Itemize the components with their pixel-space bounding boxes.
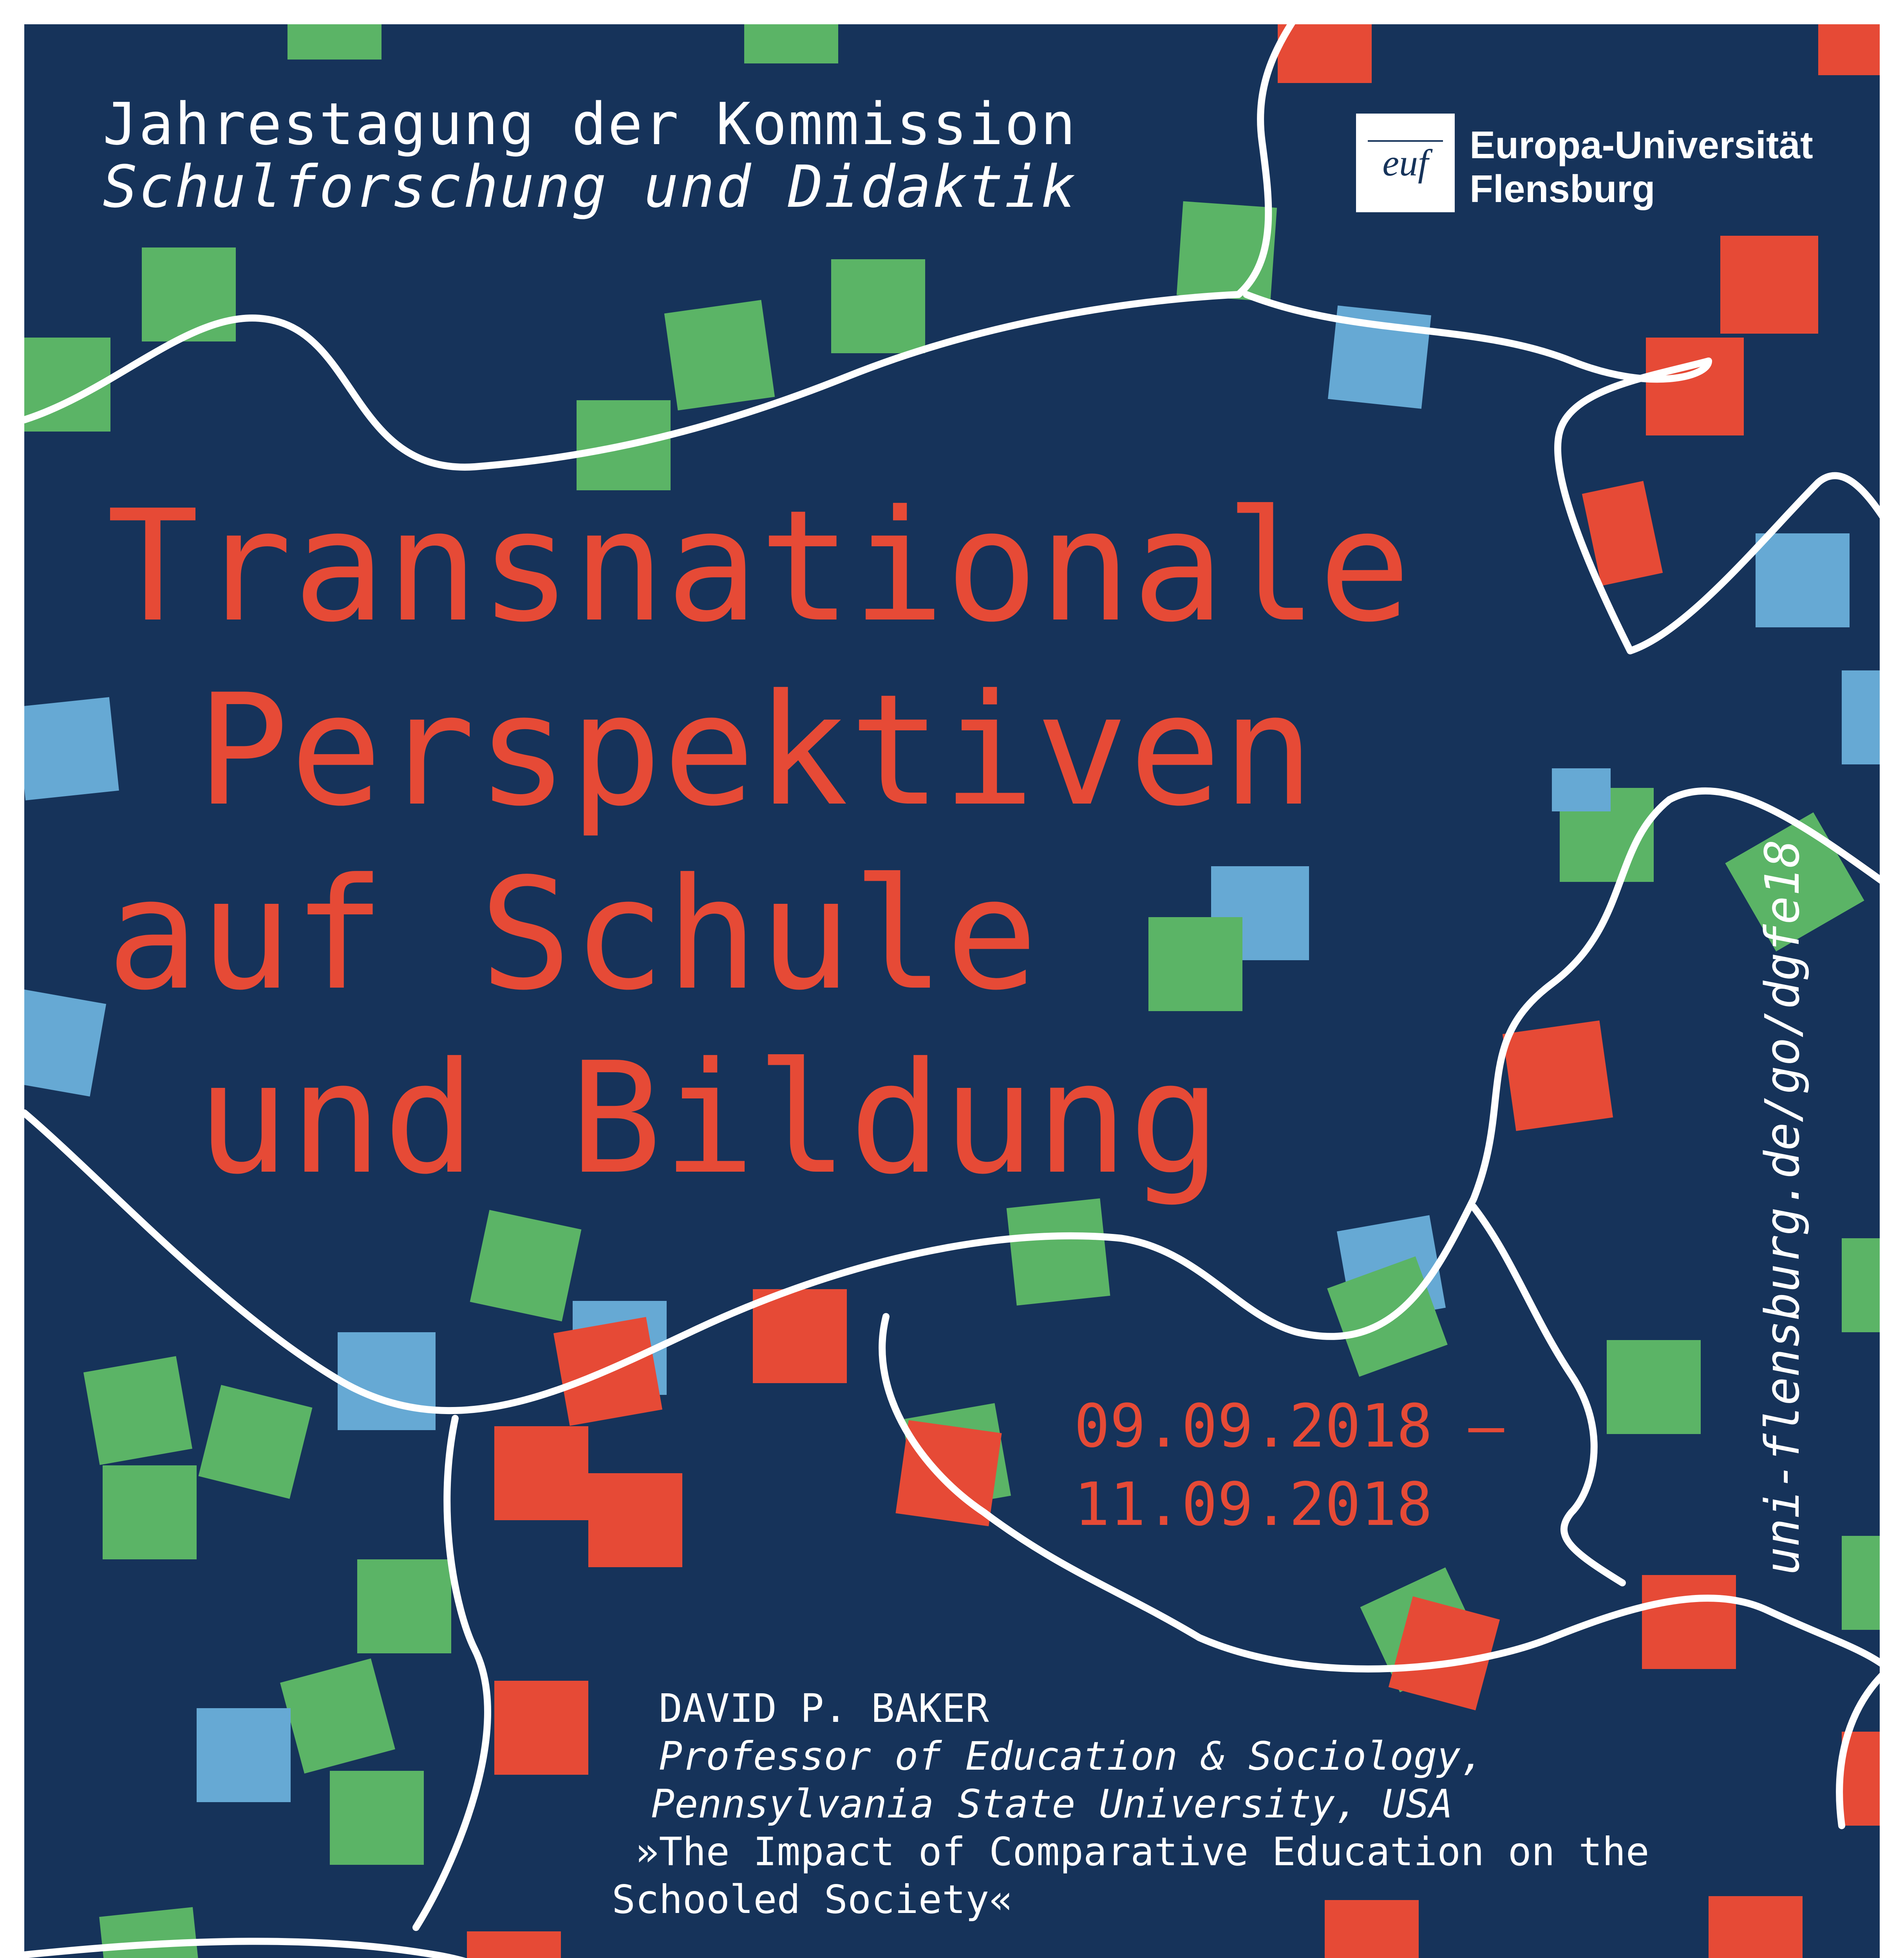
title-line3: auf Schule [107, 845, 1039, 1024]
date-end: 11.09.2018 [1074, 1470, 1433, 1539]
svg-text:euf: euf [1382, 142, 1428, 184]
speaker-talk: »The Impact of Comparative Education on the [635, 1829, 1649, 1875]
conference-header-line1: Jahrestagung der Kommission [103, 90, 1077, 158]
university-name-line1: Europa-Universität [1470, 123, 1813, 166]
euf-logo-icon [1356, 114, 1455, 212]
title-line4: und Bildung [197, 1030, 1222, 1208]
date-start: 09.09.2018 – [1074, 1391, 1504, 1461]
speaker-talk: Schooled Society« [612, 1877, 1013, 1922]
conference-header-line2: Schulforschung und Didaktik [103, 153, 1077, 220]
conference-url: uni-flensburg.de/go/dgfe18 [1756, 839, 1810, 1575]
poster-panel [24, 24, 1880, 1958]
title-line1: Transnationale [107, 477, 1412, 656]
speaker-name: DAVID P. BAKER [659, 1685, 989, 1731]
speaker-role: Pennsylvania State University, USA [651, 1781, 1453, 1827]
university-name-line2: Flensburg [1470, 167, 1655, 210]
euf-logo-mark [1356, 114, 1455, 212]
title-line2: Perspektiven [197, 661, 1316, 840]
speaker-role: Professor of Education & Sociology, [659, 1733, 1485, 1779]
